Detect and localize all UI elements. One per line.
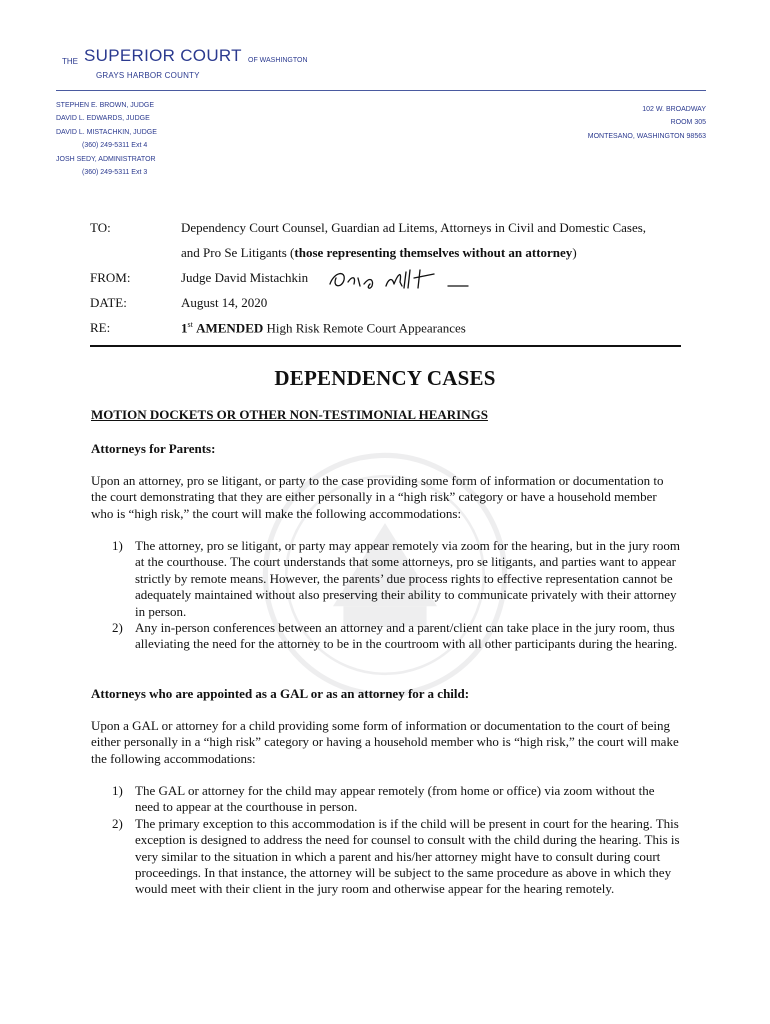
court-state: OF WASHINGTON [248, 57, 308, 64]
court-name: SUPERIOR COURT [84, 46, 242, 65]
to-line-2-bold: those representing themselves without an attorney [294, 245, 573, 260]
judge-name: DAVID L. MISTACHKIN, JUDGE [56, 128, 157, 136]
from-label: FROM: [90, 270, 131, 285]
item-number: 2) [112, 620, 123, 636]
court-address [588, 103, 706, 143]
item-text: Any in-person conferences between an attorney and a parent/client can take place in the jury room, thus alleviating the need for the attorney to be in the courtroom with all other participants during the hearing. [135, 620, 678, 652]
to-line-1: Dependency Court Counsel, Guardian ad Litems, Attorneys in Civil and Domestic Cases, [181, 220, 647, 235]
item-text: The attorney, pro se litigant, or party may appear remotely via zoom for the hearing, but in the jury room at the courthouse. The court understands that some attorneys, pro se litigants, and parties want to appear strictly by remote means. However, the parents’ due process rights to effective representation cannot be adequately maintained without also preserving their ability to communicate privately with their attorney in person. [135, 538, 680, 619]
item-number: 2) [112, 815, 123, 831]
county-name: GRAYS HARBOR COUNTY [96, 71, 200, 80]
item-number: 1) [112, 783, 123, 798]
date-value: August 14, 2020 [181, 295, 268, 310]
to-line-2 [181, 245, 577, 261]
re-subject: High Risk Remote Court Appearances [263, 320, 466, 336]
list-item [91, 620, 681, 653]
to-line-2-end: ) [572, 245, 577, 260]
gal-heading: Attorneys who are appointed as a GAL or as an attorney for a child: [91, 686, 470, 701]
administrator-phone: (360) 249-5311 Ext 3 [82, 169, 148, 177]
judge-name: DAVID L. EDWARDS, JUDGE [56, 115, 150, 123]
gal-intro: Upon a GAL or attorney for a child providing some form of information or documentation to the court of being either personally in a “high risk” category or having a household member who is “high risk,” the court will make the following accommodations: [91, 718, 679, 766]
date-label: DATE: [90, 295, 127, 310]
list-item [91, 783, 681, 816]
item-text: The primary exception to this accommodation is if the child will be present in court for the hearing. This exception is designed to address the need for counsel to consult with the child during the hearing. This is very similar to the situation in which a parent and his/her attorney might have to consult during court proceedings. In that instance, the attorney will be subject to the same procedure as above in which they would meet with their client in the jury room and otherwise appear for the hearing remotely. [135, 815, 680, 897]
administrator-name: JOSH SEDY, ADMINISTRATOR [56, 155, 156, 163]
parents-intro: Upon an attorney, pro se litigant, or party to the case providing some form of information or documentation to the court demonstrating that they are either personally in a “high risk” category or have a household member who is “high risk,” the court will make the following accommodations: [91, 473, 664, 521]
memo-divider [90, 345, 681, 347]
judges-list [56, 99, 157, 179]
item-number: 1) [112, 538, 123, 553]
letterhead-the: THE [62, 57, 78, 66]
re-label: RE: [90, 320, 111, 335]
address-line: MONTESANO, WASHINGTON 98563 [587, 132, 706, 140]
from-value: Judge David Mistachkin [181, 270, 309, 285]
gal-accommodations-list [91, 783, 681, 898]
to-label: TO: [90, 220, 111, 235]
list-item [91, 816, 681, 898]
judges-phone: (360) 249-5311 Ext 4 [82, 142, 148, 150]
page-title: DEPENDENCY CASES [274, 366, 496, 390]
judge-signature [324, 264, 484, 296]
re-value [181, 320, 466, 336]
letterhead [0, 0, 770, 200]
address-line: 102 W. BROADWAY [642, 106, 706, 113]
judge-name: STEPHEN E. BROWN, JUDGE [56, 102, 155, 109]
re-number: 1 [181, 320, 188, 336]
parents-heading: Attorneys for Parents: [91, 441, 216, 456]
parents-accommodations-list [91, 538, 681, 653]
re-amended: AMENDED [196, 320, 264, 336]
item-text: The GAL or attorney for the child may appear remotely (from home or office) via zoom without the need to appear at the courthouse in person. [135, 783, 655, 815]
to-line-2-start: and Pro Se Litigants ( [181, 245, 295, 260]
letterhead-divider [56, 90, 706, 91]
list-item [91, 538, 681, 620]
address-line: ROOM 305 [670, 119, 706, 127]
re-ordinal: st [187, 320, 193, 329]
section-heading: MOTION DOCKETS OR OTHER NON-TESTIMONIAL HEARINGS [91, 407, 488, 422]
